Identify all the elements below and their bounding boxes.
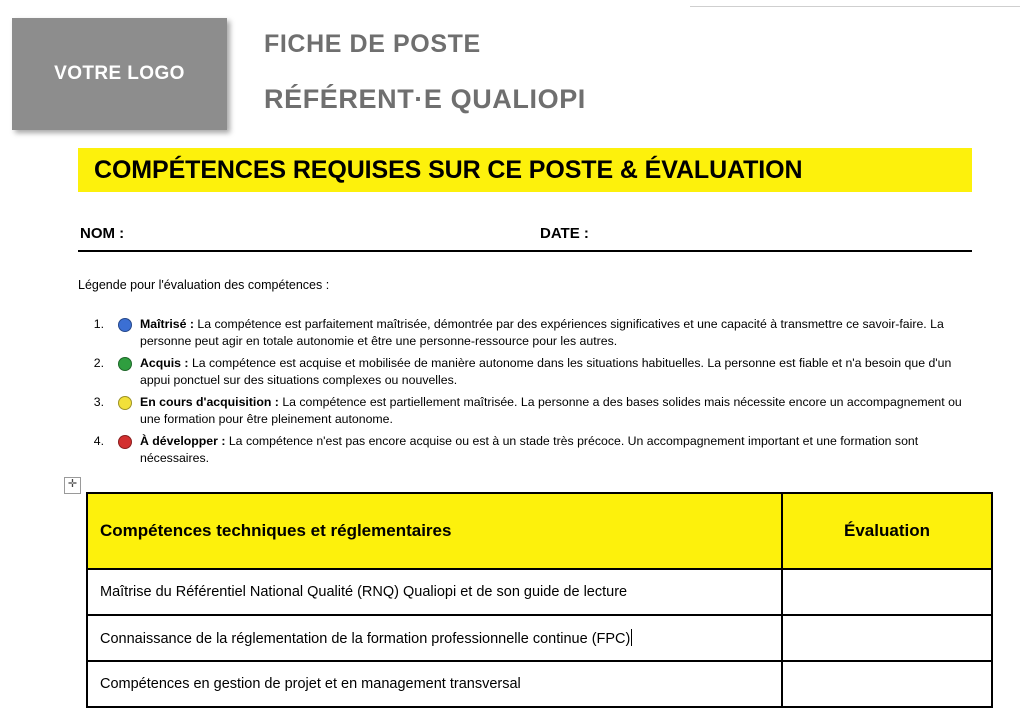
legend-item-body	[118, 433, 978, 466]
legend-item-body	[118, 316, 978, 349]
legend-item-term: Acquis :	[140, 356, 189, 370]
top-divider	[690, 6, 1020, 7]
table-cell-evaluation[interactable]	[782, 569, 992, 615]
status-dot-maitrise-icon	[118, 318, 132, 332]
table-row[interactable]	[87, 569, 992, 615]
name-date-row	[78, 222, 972, 252]
status-dot-en-cours-icon	[118, 396, 132, 410]
legend-item-text: La compétence est partiellement maîtrisée. La personne a des bases solides mais nécessite encore un accompagnement ou une formation pour être pleinement autonome.	[140, 395, 962, 426]
section-banner	[78, 148, 972, 192]
table-move-handle-icon[interactable]: ✛	[64, 477, 81, 494]
section-banner-title: COMPÉTENCES REQUISES SUR CE POSTE & ÉVALUATION	[94, 155, 803, 184]
legend-item	[78, 433, 978, 466]
legend-item-number: 3.	[93, 395, 104, 409]
name-label: NOM :	[80, 225, 125, 242]
status-dot-acquis-icon	[118, 357, 132, 371]
legend-item-body	[118, 394, 978, 427]
text-cursor	[631, 629, 632, 646]
table-cell-competence[interactable]	[87, 615, 782, 661]
legend-list	[78, 316, 978, 472]
legend-item-number: 1.	[93, 317, 104, 331]
status-dot-a-developper-icon	[118, 435, 132, 449]
legend-item	[78, 355, 978, 388]
table-cell-competence[interactable]	[87, 661, 782, 707]
table-cell-competence-text: Compétences en gestion de projet et en management transversal	[100, 676, 521, 692]
table-cell-evaluation[interactable]	[782, 615, 992, 661]
legend-item-number: 4.	[93, 434, 104, 448]
table-cell-competence[interactable]	[87, 569, 782, 615]
legend-item-text: La compétence n'est pas encore acquise ou est à un stade très précoce. Un accompagnement important et une formation sont nécessaires.	[140, 434, 919, 465]
competences-table	[86, 492, 993, 708]
table-cell-evaluation[interactable]	[782, 661, 992, 707]
legend-item-text: La compétence est acquise et mobilisée de manière autonome dans les situations habituelles. La personne est fiable et n'a besoin que d'un appui ponctuel sur des situations complexes ou nouvelles.	[140, 356, 952, 387]
table-cell-competence-text: Maîtrise du Référentiel National Qualité (RNQ) Qualiopi et de son guide de lecture	[100, 584, 628, 600]
date-label: DATE :	[540, 225, 589, 242]
legend-intro: Légende pour l'évaluation des compétences :	[78, 278, 330, 292]
legend-item-term: À développer :	[140, 434, 226, 448]
legend-item-text: La compétence est parfaitement maîtrisée, démontrée par des expériences significatives et une capacité à transmettre ce savoir-faire. La personne peut agir en totale autonomie et être une personne-ressource pour les autres.	[140, 317, 944, 348]
logo-placeholder	[12, 18, 227, 130]
table-row[interactable]	[87, 615, 992, 661]
logo-text: VOTRE LOGO	[54, 63, 185, 84]
legend-item-number: 2.	[93, 356, 104, 370]
legend-item	[78, 394, 978, 427]
legend-item-term: En cours d'acquisition :	[140, 395, 279, 409]
document-title-line1: FICHE DE POSTE	[264, 30, 481, 58]
legend-item-term: Maîtrisé :	[140, 317, 194, 331]
legend-item	[78, 316, 978, 349]
table-header-row	[87, 493, 992, 569]
table-header-competences: Compétences techniques et réglementaires	[87, 493, 782, 569]
document-title-line2: RÉFÉRENT·E QUALIOPI	[264, 84, 586, 114]
legend-item-body	[118, 355, 978, 388]
table-row[interactable]	[87, 661, 992, 707]
table-cell-competence-text: Connaissance de la réglementation de la formation professionnelle continue (FPC)	[100, 631, 631, 647]
table-header-evaluation: Évaluation	[782, 493, 992, 569]
